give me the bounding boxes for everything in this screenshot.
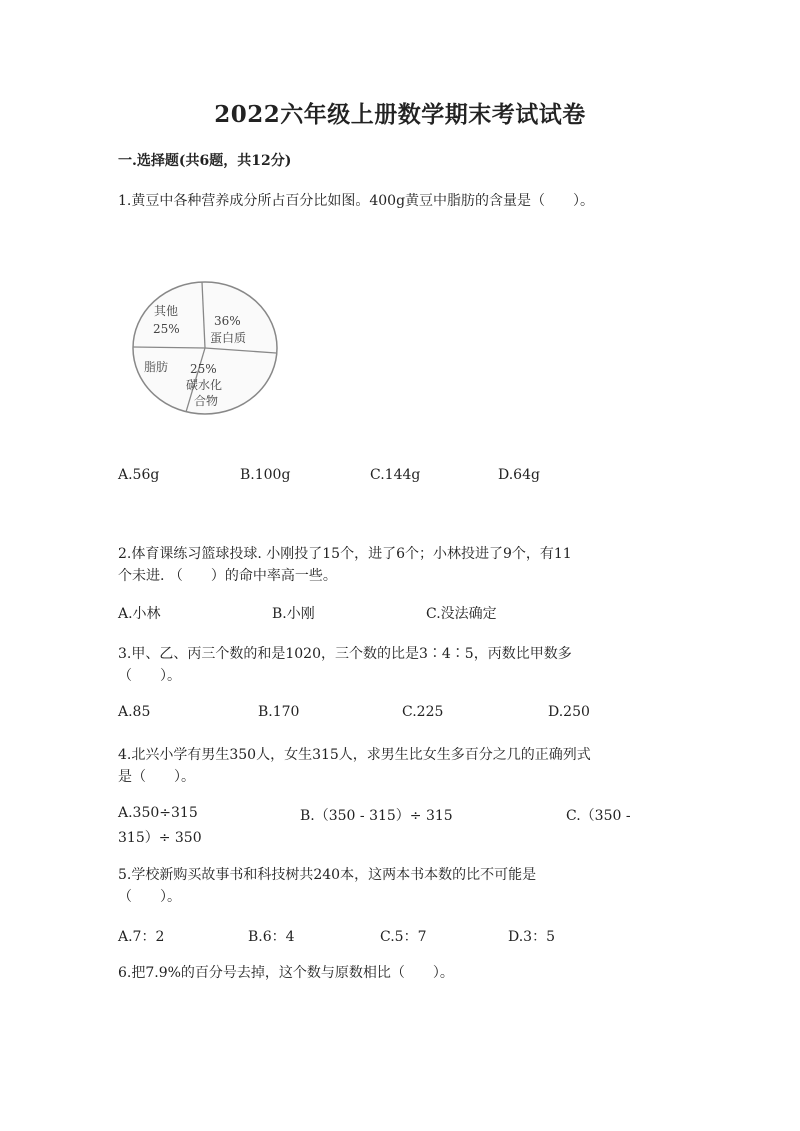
- q1-option-d[interactable]: D.64g: [498, 467, 540, 483]
- q4-option-c-continued: 315）÷ 350: [118, 830, 202, 846]
- question-3-line-2: （ ）。: [118, 668, 181, 684]
- slice-carb-pct: 25%: [190, 362, 217, 376]
- q2-option-c[interactable]: C.没法确定: [426, 606, 497, 622]
- section-heading: 一.选择题(共6题，共12分): [118, 153, 292, 169]
- question-2-line-1: 2.体育课练习篮球投球. 小刚投了15个，进了6个；小林投进了9个，有11: [118, 546, 572, 562]
- slice-other-name: 其他: [154, 304, 179, 318]
- q5-option-b[interactable]: B.6：4: [248, 929, 295, 945]
- q1-option-c[interactable]: C.144g: [370, 467, 421, 483]
- q4-option-c[interactable]: C.（350 -: [566, 808, 631, 824]
- q3-option-b[interactable]: B.170: [258, 704, 300, 720]
- exam-title: 2022六年级上册数学期末考试试卷: [214, 101, 586, 128]
- q5-option-c[interactable]: C.5：7: [380, 929, 427, 945]
- question-1-stem: 1.黄豆中各种营养成分所占百分比如图。400g黄豆中脂肪的含量是（ ）。: [118, 193, 595, 209]
- q5-option-a[interactable]: A.7：2: [118, 929, 165, 945]
- question-5-line-2: （ ）。: [118, 889, 181, 905]
- q4-option-b[interactable]: B.（350 - 315）÷ 315: [300, 808, 453, 824]
- question-2-line-2: 个未进. （ ）的命中率高一些。: [118, 568, 337, 584]
- q1-option-b[interactable]: B.100g: [240, 467, 291, 483]
- question-4-line-2: 是（ ）。: [118, 769, 195, 785]
- q2-option-a[interactable]: A.小林: [118, 606, 161, 622]
- slice-protein-pct: 36%: [214, 314, 241, 328]
- question-5-line-1: 5.学校新购买故事书和科技树共240本，这两本书本数的比不可能是: [118, 867, 537, 883]
- slice-protein-name: 蛋白质: [210, 331, 247, 345]
- question-4-line-1: 4.北兴小学有男生350人，女生315人，求男生比女生多百分之几的正确列式: [118, 747, 591, 763]
- q3-option-a[interactable]: A.85: [118, 704, 151, 720]
- slice-carb-name-2: 合物: [194, 394, 219, 408]
- nutrition-pie-chart: [130, 279, 280, 417]
- pie-svg: [130, 279, 280, 417]
- slice-other-pct: 25%: [153, 322, 180, 336]
- question-3-line-1: 3.甲、乙、丙三个数的和是1020，三个数的比是3∶4∶5，丙数比甲数多: [118, 646, 572, 662]
- question-6-line-1: 6.把7.9%的百分号去掉，这个数与原数相比（ ）。: [118, 965, 454, 981]
- slice-fat-name: 脂肪: [144, 360, 169, 374]
- q3-option-d[interactable]: D.250: [548, 704, 590, 720]
- q3-option-c[interactable]: C.225: [402, 704, 444, 720]
- q2-option-b[interactable]: B.小刚: [272, 606, 315, 622]
- q1-option-a[interactable]: A.56g: [118, 467, 160, 483]
- q5-option-d[interactable]: D.3：5: [508, 929, 555, 945]
- q4-option-a[interactable]: A.350÷315: [118, 805, 198, 821]
- slice-carb-name-1: 碳水化: [186, 378, 223, 392]
